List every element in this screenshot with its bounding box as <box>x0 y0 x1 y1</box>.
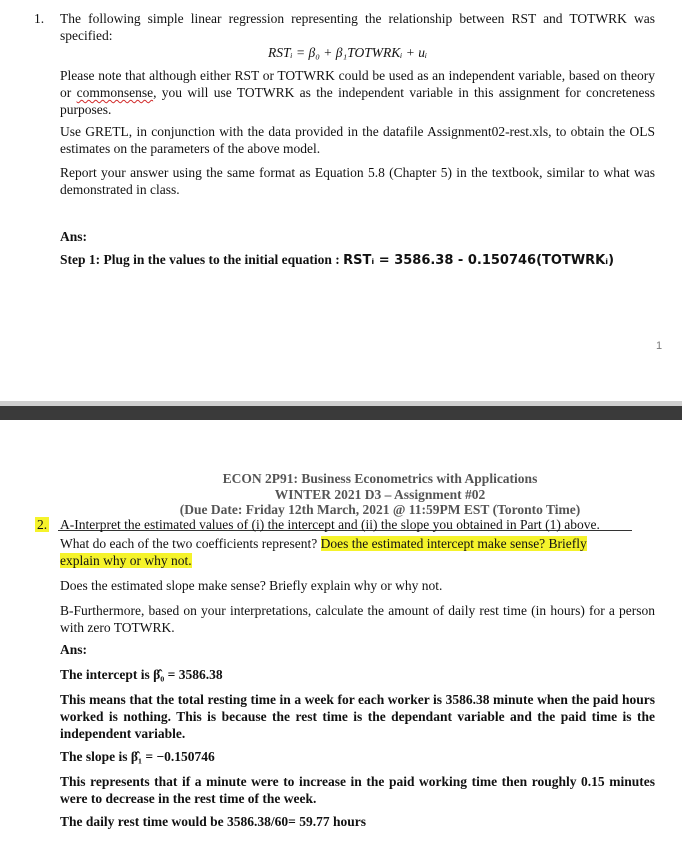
regression-equation: RSTᵢ = β₀ + β₁TOTWRKᵢ + uᵢ <box>268 45 428 60</box>
question-1-number: 1. <box>34 11 45 26</box>
question-1-intro: The following simple linear regression representing the relationship between RST and TOTWRK was specified: <box>60 11 655 43</box>
question-2-line-3 <box>60 552 192 569</box>
misspelled-word[interactable]: commonsense <box>76 85 154 100</box>
highlight-explain: explain why or why not. <box>60 553 192 568</box>
slope-explanation: This represents that if a minute were to increase in the paid working time then roughly 0.15 minutes were to decrease in the rest time of the week. <box>60 774 655 806</box>
question-2-line-2: What do each of the two coefficients represent? Does the estimated intercept make sense? Briefly <box>60 536 587 551</box>
due-date: (Due Date: Friday 12th March, 2021 @ 11:59PM EST (Toronto Time) <box>179 502 581 517</box>
daily-rest-time: The daily rest time would be 3586.38/60= 59.77 hours <box>60 814 366 829</box>
answer-label-2: Ans: <box>60 642 88 657</box>
intercept-explanation: This means that the total resting time in a week for each worker is 3586.38 minute when the paid hours worked is nothing. This is because the rest time is the dependant variable and the paid time is the independent variable. <box>60 692 655 741</box>
part-b: B-Furthermore, based on your interpretations, calculate the amount of daily rest time (in hours) for a person with zero TOTWRK. <box>60 603 655 635</box>
question-2-number: 2. <box>37 517 48 532</box>
highlight-intercept-question: Does the estimated intercept make sense? Briefly <box>320 536 587 551</box>
intercept-line: The intercept is β̂₀ = 3586.38 <box>60 667 223 682</box>
slope-value: β̂₁ = −0.150746 <box>130 749 215 764</box>
question-1-note: Please note that although either RST or TOTWRK could be used as an independent variable, based on theory or commonsense, you will use TOTWRK as the independent variable in this assignment for concreteness purposes. <box>60 68 656 117</box>
answer-label-1: Ans: <box>60 229 88 244</box>
step-1-equation: RSTᵢ = 3586.38 - 0.150746(TOTWRKᵢ) <box>343 253 615 268</box>
question-2-line-1: A-Interpret the estimated values of (i) the intercept and (ii) the slope you obtained in Part (1) above. <box>60 517 600 532</box>
page-break <box>0 406 682 420</box>
slope-question: Does the estimated slope make sense? Briefly explain why or why not. <box>60 578 443 593</box>
question-1-report: Report your answer using the same format as Equation 5.8 (Chapter 5) in the textbook, similar to what was demonstrated in class. <box>60 165 655 197</box>
intercept-value: β̂₀ = 3586.38 <box>153 667 223 682</box>
question-1-gretl: Use GRETL, in conjunction with the data provided in the datafile Assignment02-rest.xls, to obtain the OLS estimates on the parameters of the above model. <box>60 124 655 156</box>
assignment-title: WINTER 2021 D3 – Assignment #02 <box>274 487 486 502</box>
page-number: 1 <box>656 340 663 352</box>
course-title: ECON 2P91: Business Econometrics with Applications <box>222 471 538 486</box>
slope-line: The slope is β̂₁ = −0.150746 <box>60 749 215 764</box>
step-1: Step 1: Plug in the values to the initial equation : RSTᵢ = 3586.38 - 0.150746(TOTWRKᵢ) <box>60 252 615 268</box>
